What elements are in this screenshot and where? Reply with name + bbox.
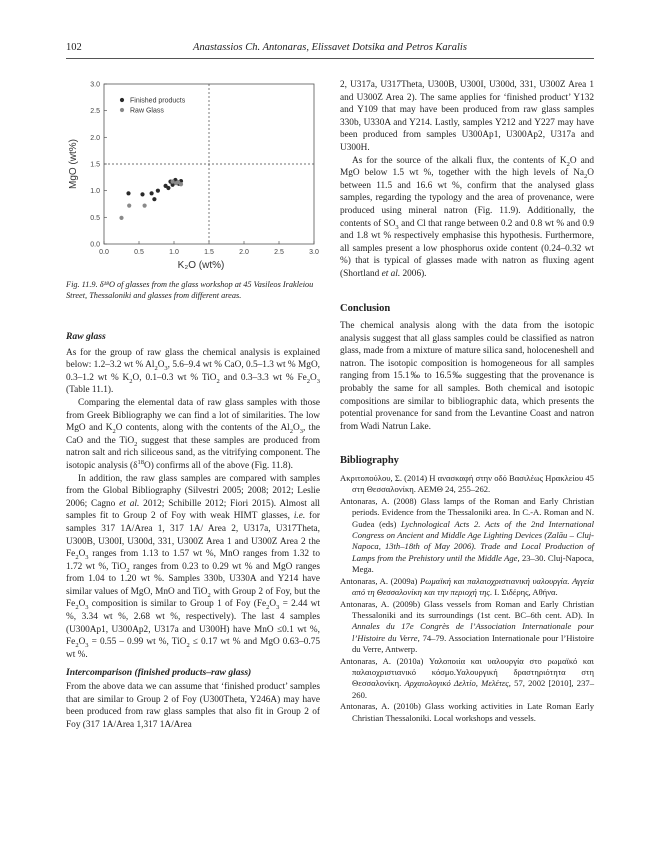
text-run: Antonaras, A. (2008) Glass lamps of the Roman and Early Christian periods. Evidence from the Thessaloniki area. In C.-A. Roman and N. Gudea (eds) [340,495,594,529]
y-tick-label: 1.0 [90,188,100,196]
text-run: , 57, 2002 [2010], 237–260. [352,678,594,700]
text-run: 3 [85,553,89,561]
text-run: As for the group of raw glass the chemical analysis is explained below: 1.2–3.2 wt % Al [66,347,320,371]
text-run: (Table 11.1). [66,385,114,396]
text-run: O [310,372,317,383]
intercomparison-paragraph: From the above data we can assume that ‘finished product’ samples that are similar to Group 2 of Foy (U300Theta, Y246A) may have been produced from raw glass samples that also fit in Group 2 of Foy (317 1A/Area 1,317 1A/Area [66,682,320,730]
conclusion-paragraph: The chemical analysis along with the data from the isotopic analysis suggest that all glass samples could be classified as natron glass, made from a mixture of mature silica sand, holoceneshell and natron. The isotopic composition is homogeneous for all samples ranging from 15.1‰ to 16.5‰ suggesting that the provenance is probably the same for all samples. Both chemical and isotopic compositions are similar to bibliographic data, which presents the potential provenance for sand from the Levantine Coast and natron from Wadi Natrun Lake. [340,321,594,432]
text-run: 2006). [400,268,427,279]
x-axis-label: K₂O (wt%) [177,260,225,271]
text-run: O [78,599,86,610]
text-run: 3 [316,377,321,385]
legend-label: Finished products [130,97,186,105]
raw-glass-heading: Raw glass [66,331,106,342]
x-tick-label: 2.0 [239,249,249,256]
running-header [66,42,594,56]
text-run: Lychnological Acts 2. Acts of the 2nd International Congress on Ancient and Middle Age Lighting Devices (Zalău – Cluj-Napoca, 13th–18th of May 2006). Trade and Local Production of Lamps from the Prehistory until the Middle Age [352,518,594,563]
text-run: 3 [299,428,303,436]
raw-glass-point [119,216,123,220]
text-run: 2 [112,428,116,436]
text-run: i.e. [293,511,306,522]
text-run: 3 [164,365,168,373]
bib-entry [340,656,594,702]
text-run: 2 [75,642,79,650]
running-title: Anastassios Ch. Antonaras, Elissavet Dotsika and Petros Karalis [193,42,467,53]
text-run: 2 [207,591,211,599]
text-run: O between 11.5 and 16.6 wt %, confirm that the analysed glass samples, regarding the typology and the area of provenance, were produced using mineral natron (Fig. 11.9). Additionally, the contents of SO [340,168,594,229]
text-run: 2 [266,604,270,612]
raw-glass-point [127,204,131,208]
bib-entry [340,576,594,599]
text-run: suggest that these samples are produced from natron salt and rich siliceous sand, as the vitrifying component. The isotopic analysis (δ [66,435,320,471]
x-tick-label: 1.5 [204,249,214,256]
text-run: Annales du 17e Congrès de l’Association Internationale pour l’Histoire du Verre [352,621,594,643]
text-run: = 0.55 – 0.99 wt %, TiO [88,637,187,648]
text-run: and 0.3–3.3 wt % Fe [219,372,307,383]
text-run: 2 [306,377,311,385]
text-run: 3 [85,604,89,612]
y-tick-label: 0.0 [90,241,100,249]
text-run: 2 [584,173,588,181]
text-run: Comparing the elemental data of raw glass samples with those from Greek Bibliography we can find a lot of similarities. The low MgO and K [66,397,320,434]
x-tick-label: 3.0 [309,249,319,256]
text-run: 2012; Schibille 2012; Fiori 2015). Almost all samples fit to Group 2 of Foy with weak HIMT glasses, [66,498,320,522]
x-tick-label: 2.5 [274,249,284,256]
right-column [340,79,594,724]
text-run: Ρωμαϊκή και παλαιοχριστιανική υαλουργία. Αγγεία από τη Θεσσαλονίκη και την περιοχή της [352,575,594,598]
y-tick-label: 3.0 [90,81,100,89]
text-run: Ακριτοπούλου, Σ. (2014) Η ανασκαφή στην οδό Βασιλέως Ηρακλείου 45 στη Θεσσαλονίκη. ΑΕΜΘ 24, 255–262. [340,473,594,495]
legend-marker [120,108,124,112]
text-run: 2 [129,377,133,385]
text-run: O [293,423,300,434]
raw-glass-paragraph-1 [66,347,320,397]
text-run: As for the source of the alkali flux, the contents of K [352,155,567,166]
finished-product-point [166,186,170,190]
text-run: O [269,599,277,610]
text-run: et al. [381,268,401,279]
text-run: . Ι. Σιδέρης, Αθήνα. [489,587,558,598]
y-tick-label: 1.5 [90,161,100,169]
text-run: 2 [75,604,79,612]
text-run: In addition, the raw glass samples are compared with samples from the Global Bibliography (Silvestri 2005; 2008; 2012; Leslie 2006; Cagno [66,473,320,509]
text-run: O contents, along with the contents of the Al [115,423,290,434]
bib-entry [340,496,594,576]
x-tick-label: 1.0 [169,249,179,256]
text-run: 2 [186,642,190,650]
text-run: O) confirms all of the above (Fig. 11.8). [144,460,293,471]
left-column [66,331,320,731]
text-run: O and MgO below 1.5 wt %, together with the high levels of Na [340,155,594,179]
text-run: O [78,549,86,560]
text-run: Antonaras, A. (2010b) Glass working activities in Late Roman Early Christian Thessaloniki. Local workshops and vessels. [340,701,594,723]
figure [66,72,320,272]
text-run: , 23–30. Cluj-Napoca, Mega. [352,552,594,575]
y-axis-label: MgO (wt%) [68,139,79,189]
text-run: ranges from 1.13 to 1.57 wt %, MnO ranges from 1.32 to 1.72 wt %, TiO [66,549,320,572]
alkali-flux-paragraph [340,155,594,281]
text-run: = 2.44 wt %, 3.34 wt %, 2.68 wt %, respectively). The last 4 samples (U300Ap1, U300Ap2, U317a and U300H) have MnO ≤0.1 wt %, Fe [66,599,320,648]
text-run: , the CaO and the TiO [66,423,320,446]
bib-entry [340,701,594,724]
text-run: 2 [216,377,220,385]
raw-glass-paragraph-3 [66,473,320,662]
text-run: ranges from 0.23 to 0.29 wt % and MgO ranges from 1.04 to 1.20 wt %. Samples 330b, U330A and Y214 have similar values of MgO, MnO and TiO [66,561,320,597]
text-run: for samples 317 1A/Area 1, 317 1A/ Area 2, U317a, U317Theta, U300B, U300I, U300d, 331, U300Z Area 1 and U300Z Area 2 the Fe [66,511,320,560]
bibliography-heading: Bibliography [340,455,399,467]
x-tick-label: 0.0 [99,249,109,256]
scatter-chart [66,72,320,272]
text-run: Antonaras, A. (2009a) [340,575,421,586]
legend-marker [120,98,124,102]
y-tick-label: 2.5 [90,108,100,116]
text-run: O [78,637,86,648]
text-run: composition is similar to Group 1 of Foy (Fe [88,599,267,610]
finished-product-point [140,192,144,196]
x-tick-label: 0.5 [134,249,144,256]
text-run: ≤ 0.17 wt % and MgO 0.63–0.75 wt %. [66,637,320,660]
legend-label: Raw Glass [130,107,164,115]
intercomparison-heading: Intercomparison (finished products–raw glass) [66,667,252,679]
text-run: 3 [276,604,280,612]
text-run: 2 [289,428,294,436]
text-run: 2 [75,553,79,561]
raw-glass-point [143,204,147,208]
text-run: 18 [137,458,145,466]
text-run: 2 [154,365,158,373]
text-run: 2 [566,160,570,168]
bib-entry [340,599,594,656]
text-run: and Cl that range between 0.2 and 0.8 wt % and 0.9 and 1.8 wt % respectively emphasise this hypothesis. Furthermore, all samples present a low phosphorus oxide content (0.24–0.32 wt %) that is typical of glasses made with natron as fluxing agent (Shortland [340,218,594,279]
figure-caption: Fig. 11.9. δ¹⁸O of glasses from the glass workshop at 45 Vasileos Irakleiou Street, Thessaloniki and glasses from different areas. [66,280,314,300]
text-run: O [157,360,165,371]
text-run: 2 [126,566,130,574]
bibliography-list [340,473,594,724]
text-run: O, 0.1–0.3 wt % TiO [132,372,217,383]
text-run: et al. [119,498,140,509]
page-number: 102 [66,42,82,53]
finished-product-point [156,189,160,193]
text-run: Αρχαιολογικό Δελτίο, Μελέτες [404,678,509,689]
text-run: , 74–79. Association Internationale pour l’Histoire du Verre, Antwerp. [352,632,594,655]
text-run: 3 [85,642,89,650]
raw-glass-point [179,182,183,186]
conclusion-heading: Conclusion [340,302,391,314]
continued-paragraph: 2, U317a, U317Theta, U300B, U300I, U300d, 331, U300Z Area 1 and U300Z Area 2). The same applies for ‘finished product’ Y132 and Y109 that may have been produced from raw glass samples 330b, U330A and Y214. Lastly, samples Y212 and Y227 may have been produced from samples U300Ap1, U300Ap2, U317a and U300H. [340,80,594,153]
text-run: 2 [134,440,138,448]
finished-product-point [126,191,130,195]
text-run: , 5.6–9.4 wt % CaO, 0.5–1.3 wt % MgO, 0.3–1.2 wt % K [66,360,320,383]
text-run: with Group 2 of Foy, but the Fe [66,586,320,610]
text-run: 3 [395,223,399,231]
y-tick-label: 2.0 [90,134,100,142]
finished-product-point [150,191,154,195]
y-tick-label: 0.5 [90,214,100,222]
finished-product-point [152,197,156,201]
header-rule [66,58,594,59]
raw-glass-paragraph-2 [66,397,320,473]
bib-entry [340,473,594,496]
text-run: Antonaras, A. (2009b) Glass vessels from Roman and Early Christian Thessaloniki and its surroundings (1st cent. BC–6th cent. AD). In [340,598,594,620]
text-run: Antonaras, A. (2010a) Υαλοποιία και υαλουργία στο ρωμαϊκό και παλαιοχριστιανικό κόσμο.Υαλουργική δραστηριότητα στη Θεσσαλονίκη. [340,655,594,689]
